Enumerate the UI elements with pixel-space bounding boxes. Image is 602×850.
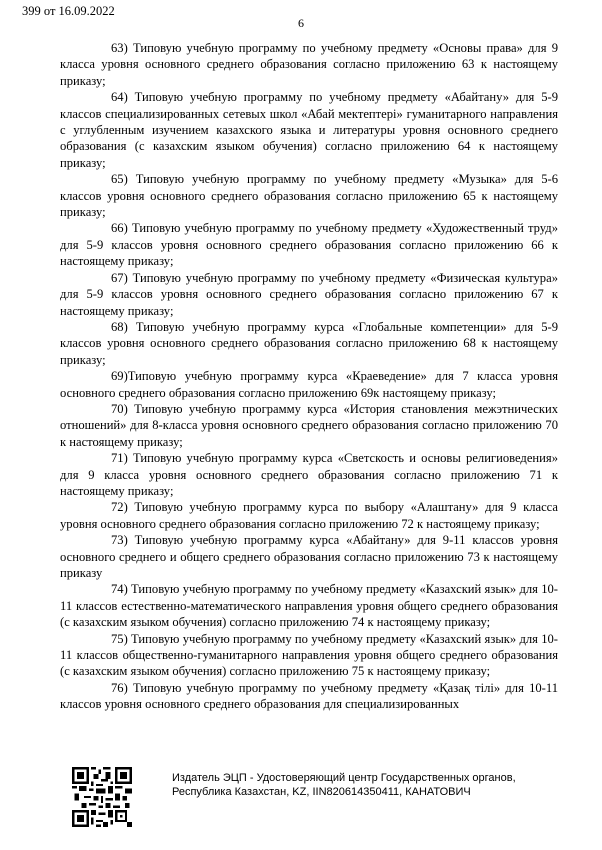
paragraph-72: 72) Типовую учебную программу курса по выбору «Алаштану» для 9 класса уровня основного среднего образования согласно приложению 72 к настоящему приказу; [60,500,558,531]
paragraph-63: 63) Типовую учебную программу по учебному предмету «Основы права» для 9 класса уровня основного среднего образования согласно приложению 63 к настоящему приказу; [60,41,558,88]
paragraph-70: 70) Типовую учебную программу курса «История становления межэтнических отношений» для 8-класса уровня основного среднего образования согласно приложению 70 к настоящему приказу; [60,401,558,449]
paragraph-71: 71) Типовую учебную программу курса «Светскость и основы религиоведения» для 9 класса уровня основного среднего образования согласно приложению 71 к настоящему приказу; [60,451,558,498]
document-number: 399 от 16.09.2022 [22,4,115,18]
paragraph-74: 74) Типовую учебную программу по учебному предмету «Казахский язык» для 10-11 классов естественно-математического направления уровня общего среднего образования (с казахским языком обучения) согласно приложению 74 к настоящему приказу; [60,582,558,630]
paragraph-68: 68) Типовую учебную программу курса «Глобальные компетенции» для 5-9 классов уровня основного среднего образования согласно приложению 68 к настоящему приказу; [60,319,558,367]
signature-line-1: Издатель ЭЦП - Удостоверяющий центр Государственных органов, [172,772,516,784]
paragraph-76: 76) Типовую учебную программу по учебному предмету «Қазақ тілі» для 10-11 классов уровня основного среднего образования для специализированных [60,680,558,712]
paragraph-75: 75) Типовую учебную программу по учебному предмету «Казахский язык» для 10-11 классов общественно-гуманитарного направления уровня общего среднего образования (с казахским языком обучения) согласно приложению 75 к настоящему приказу; [60,631,558,679]
paragraph-66: 66) Типовую учебную программу по учебному предмету «Художественный труд» для 5-9 классов уровня основного среднего образования согласно приложению 66 к настоящему приказу; [60,221,558,269]
signature-line-2: Республика Казахстан, KZ, IIN820614350411, КАНАТОВИЧ [172,786,471,798]
paragraph-64: 64) Типовую учебную программу по учебному предмету «Абайтану» для 5-9 классов специализированных сетевых школ «Абай мектептері» гуманитарного направления с углубленным изучением казахского языка и литературы уровня основного среднего образования (с казахским языком обучения) согласно приложению 64 к настоящему приказу; [60,90,558,170]
signature-info [172,771,572,799]
paragraph-65: 65) Типовую учебную программу по учебному предмету «Музыка» для 5-6 классов уровня основного среднего образования согласно приложению 65 к настоящему приказу; [60,172,558,220]
paragraph-69: 69)Типовую учебную программу курса «Краеведение» для 7 класса уровня основного среднего образования согласно приложению 69к настоящему приказу; [60,369,558,400]
document-body [60,40,558,713]
paragraph-73: 73) Типовую учебную программу курса «Абайтану» для 9-11 классов уровня основного среднего и общего среднего образования согласно приложению 73 к настоящему приказу [60,533,558,580]
signature-footer [0,767,602,827]
paragraph-67: 67) Типовую учебную программу по учебному предмету «Физическая культура» для 5-9 классов уровня основного среднего образования согласно приложению 67 к настоящему приказу; [60,270,558,318]
page-number: 6 [298,16,304,30]
qr-code-icon [72,767,132,827]
